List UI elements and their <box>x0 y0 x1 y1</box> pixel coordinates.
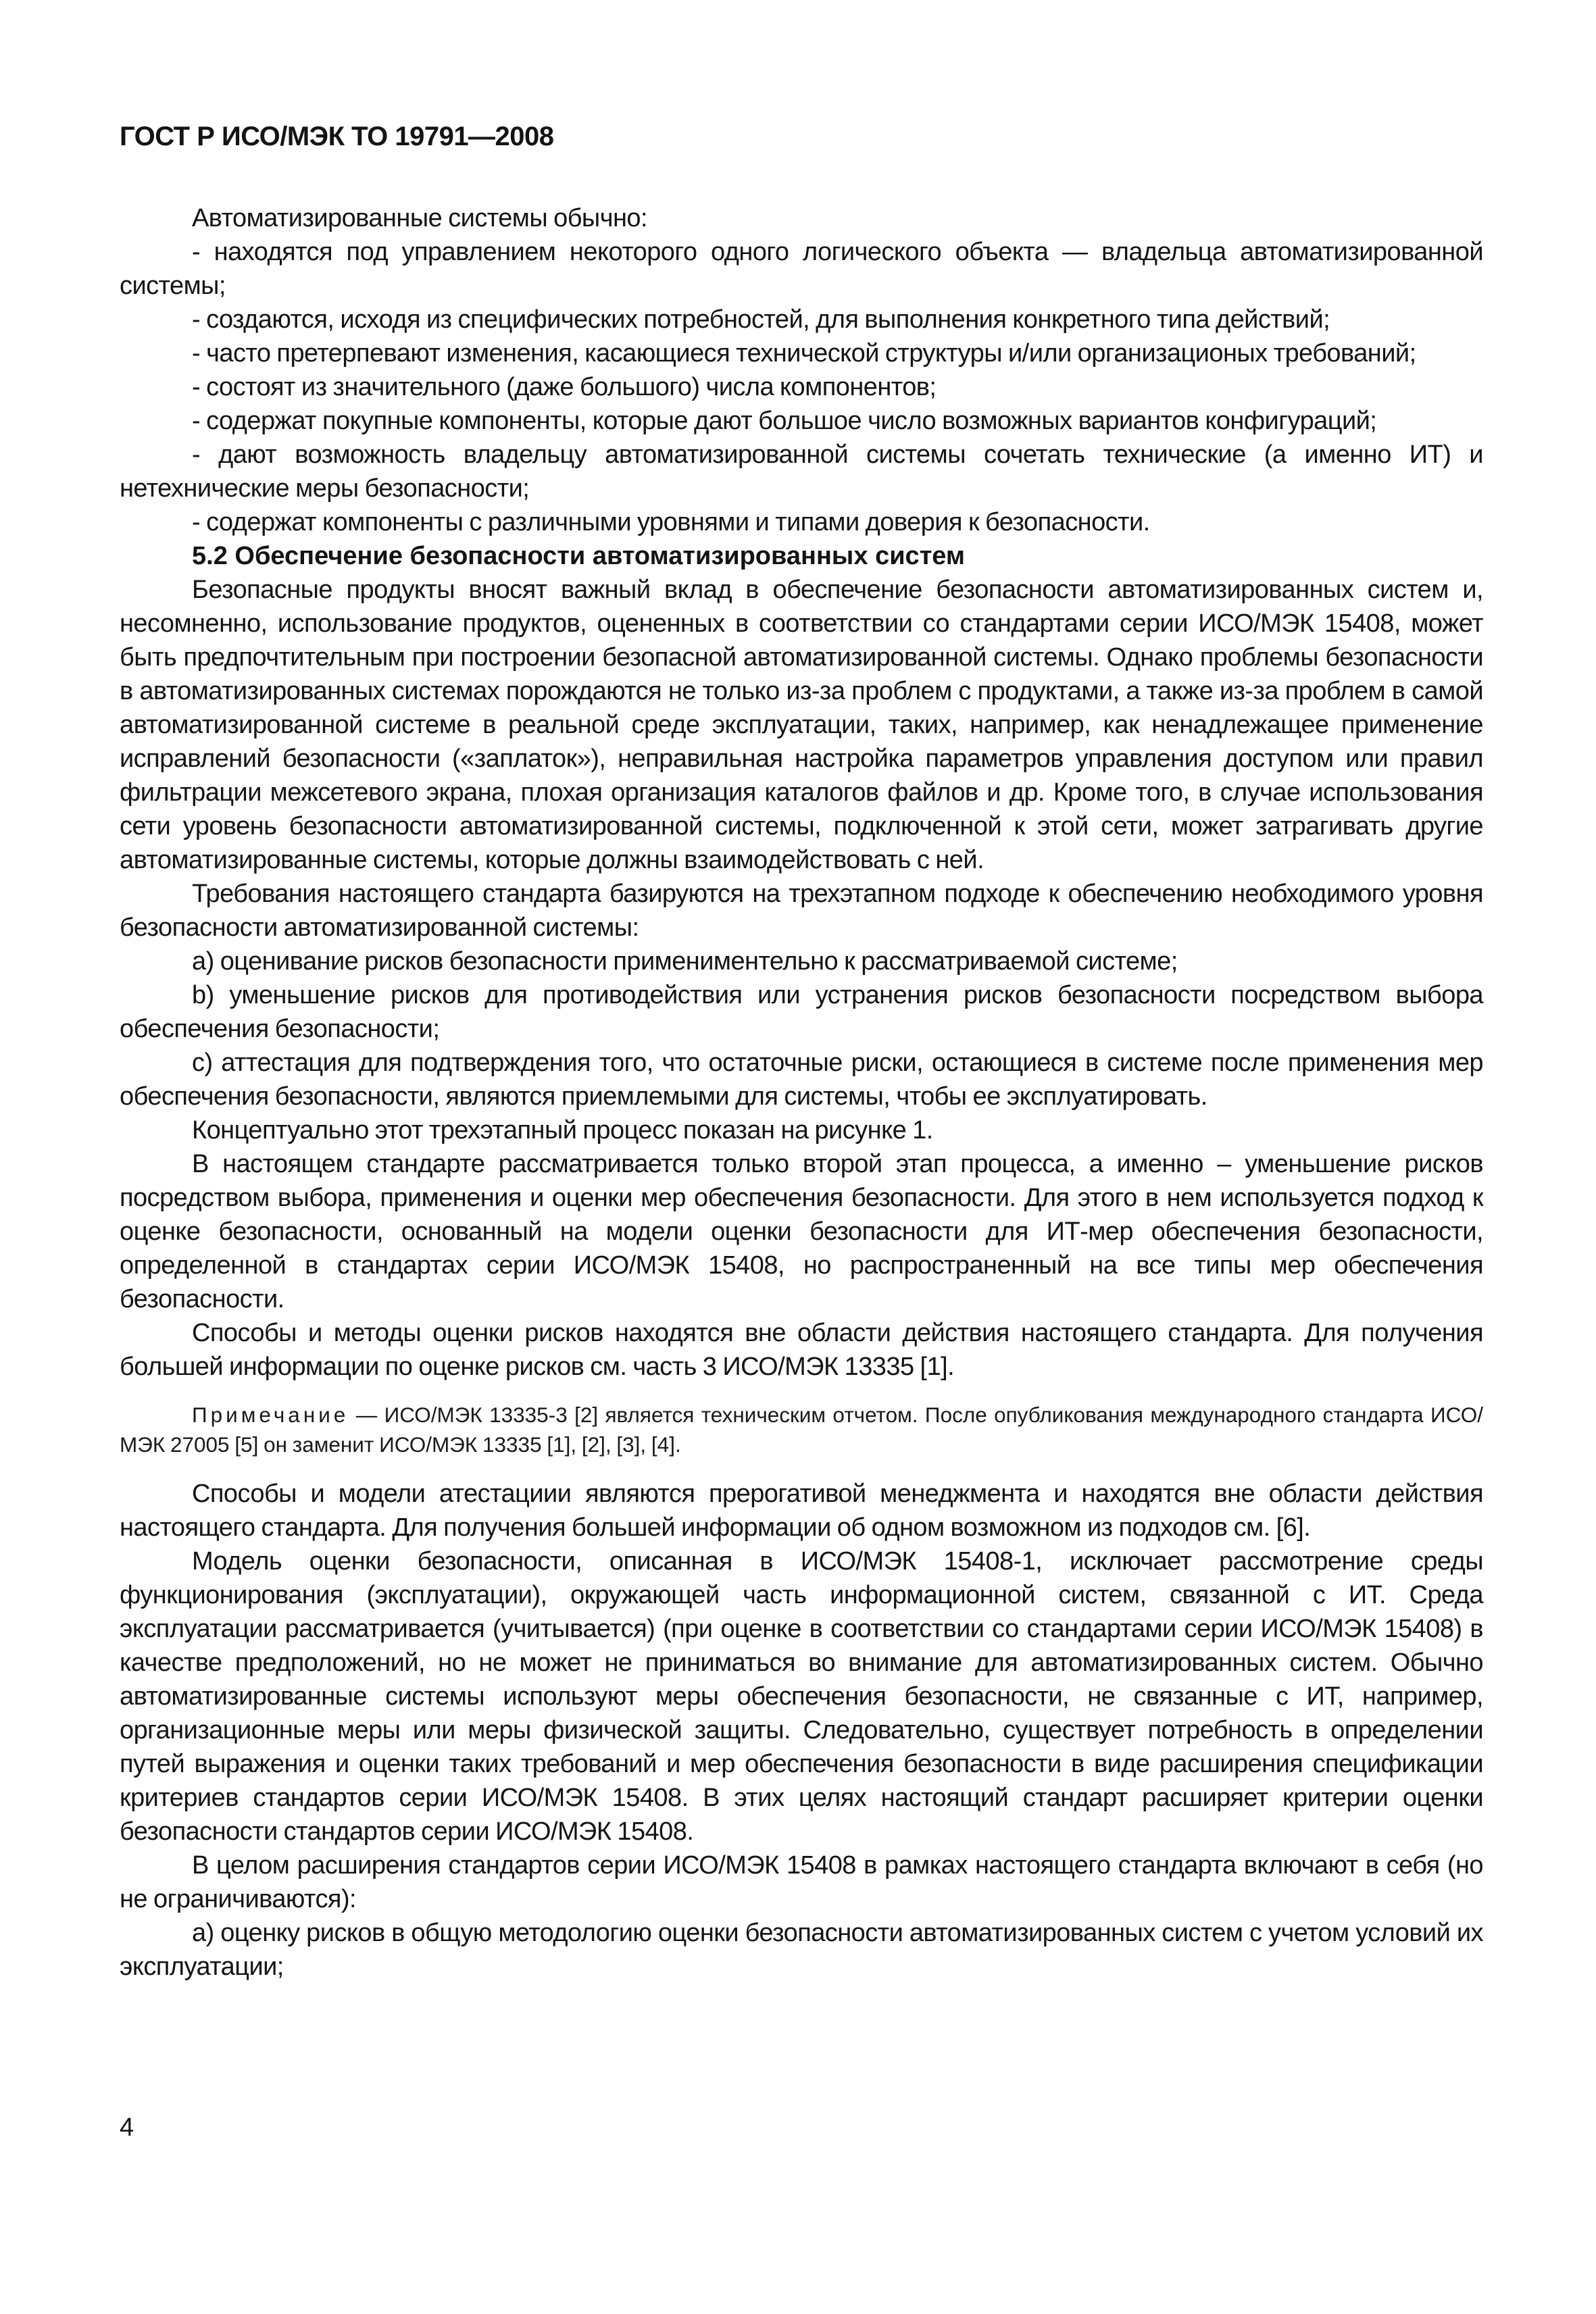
document-body <box>120 201 1483 1984</box>
list-item: - создаются, исходя из специфических потребностей, для выполнения конкретного типа действий; <box>192 305 1330 334</box>
list-item: - содержат покупные компоненты, которые дают большое число возможных вариантов конфигураций; <box>192 407 1377 435</box>
paragraph: Концептуально этот трехэтапный процесс показан на рисунке 1. <box>192 1116 933 1145</box>
section-heading: 5.2 Обеспечение безопасности автоматизированных систем <box>192 542 966 570</box>
list-item: - дают возможность владельцу автоматизированной системы сочетать технические (а именно ИТ) и нетехнические меры безопасности; <box>120 441 1483 503</box>
list-item: a) оценку рисков в общую методологию оценки безопасности автоматизированных систем с учетом условий их эксплуатации; <box>120 1919 1483 1981</box>
list-item: c) аттестация для подтверждения того, что остаточные риски, остающиеся в системе после применения мер обеспечения безопасности, являются приемлемыми для системы, чтобы ее эксплуатировать. <box>120 1049 1483 1111</box>
list-item: - состоят из значительного (даже большого) числа компонентов; <box>192 373 937 401</box>
list-item: a) оценивание рисков безопасности примениментельно к рассматриваемой системе; <box>192 947 1178 976</box>
paragraph: В целом расширения стандартов серии ИСО/МЭК 15408 в рамках настоящего стандарта включают в себя (но не ограничиваются): <box>120 1851 1483 1913</box>
paragraph-intro: Автоматизированные системы обычно: <box>192 204 647 232</box>
note-label: Примечание <box>192 1403 349 1427</box>
note-text: — ИСО/МЭК 13335-3 [2] является техническим отчетом. После опубликования международного стандарта ИСО/МЭК 27005 [5] он заменит ИСО/МЭК 13335 [1], [2], [3], [4]. <box>120 1403 1483 1457</box>
paragraph: Модель оценки безопасности, описанная в ИСО/МЭК 15408-1, исключает рассмотрение среды функционирования (эксплуатации), окружающей часть информационной систем, связанной с ИТ. Среда эксплуатации рассматривается (учитывается) (при оценке в соответствии со стандартами серии ИСО/МЭК 15408) в качестве предположений, но не может не приниматься во внимание для автоматизированных систем. Обычно автоматизированные системы используют меры обеспечения безопасности, не связанные с ИТ, например, организационные меры или меры физической защиты. Следовательно, существует потребность в определении путей выражения и оценки таких требований и мер обеспечения безопасности в виде расширения спецификации критериев стандартов серии ИСО/МЭК 15408. В этих целях настоящий стандарт расширяет критерии оценки безопасности стандартов серии ИСО/МЭК 15408. <box>120 1547 1483 1846</box>
list-item: - находятся под управлением некоторого одного логического объекта — владельца автоматизированной системы; <box>120 238 1483 300</box>
paragraph: Способы и модели атестациии являются прерогативой менеджмента и находятся вне области действия настоящего стандарта. Для получения большей информации об одном возможном из подходов см. [6]. <box>120 1480 1483 1542</box>
list-item: b) уменьшение рисков для противодействия или устранения рисков безопасности посредством выбора обеспечения безопасности; <box>120 981 1483 1043</box>
paragraph: В настоящем стандарте рассматривается только второй этап процесса, а именно – уменьшение рисков посредством выбора, применения и оценки мер обеспечения безопасности. Для этого в нем используется подход к оценке безопасности, основанный на модели оценки безопасности для ИТ-мер обеспечения безопасности, определенной в стандартах серии ИСО/МЭК 15408, но распространенный на все типы мер обеспечения безопасности. <box>120 1150 1483 1313</box>
paragraph: Способы и методы оценки рисков находятся вне области действия настоящего стандарта. Для получения большей информации по оценке рисков см. часть 3 ИСО/МЭК 13335 [1]. <box>120 1319 1483 1381</box>
list-item: - часто претерпевают изменения, касающиеся технической структуры и/или организационых требований; <box>192 339 1416 368</box>
document-header: ГОСТ Р ИСО/МЭК ТО 19791—2008 <box>120 122 554 151</box>
list-item: - содержат компоненты с различными уровнями и типами доверия к безопасности. <box>192 508 1150 536</box>
page-number: 4 <box>120 2113 134 2142</box>
paragraph: Требования настоящего стандарта базируются на трехэтапном подходе к обеспечению необходимого уровня безопасности автоматизированной системы: <box>120 880 1483 942</box>
document-page <box>120 0 1483 2314</box>
note <box>120 1400 1483 1459</box>
paragraph: Безопасные продукты вносят важный вклад в обеспечение безопасности автоматизированных систем и, несомненно, использование продуктов, оцененных в соответствии со стандартами серии ИСО/МЭК 15408, может быть предпочтительным при построении безопасной автоматизированной системы. Однако проблемы безопасности в автоматизированных системах порождаются не только из-за проблем с продуктами, а также из-за проблем в самой автоматизированной системе в реальной среде эксплуатации, таких, например, как ненадлежащее применение исправлений безопасности («заплаток»), неправильная настройка параметров управления доступом или правил фильтрации межсетевого экрана, плохая организация каталогов файлов и др. Кроме того, в случае использования сети уровень безопасности автоматизированной системы, подключенной к этой сети, может затрагивать другие автоматизированные системы, которые должны взаимодействовать с ней. <box>120 576 1483 874</box>
